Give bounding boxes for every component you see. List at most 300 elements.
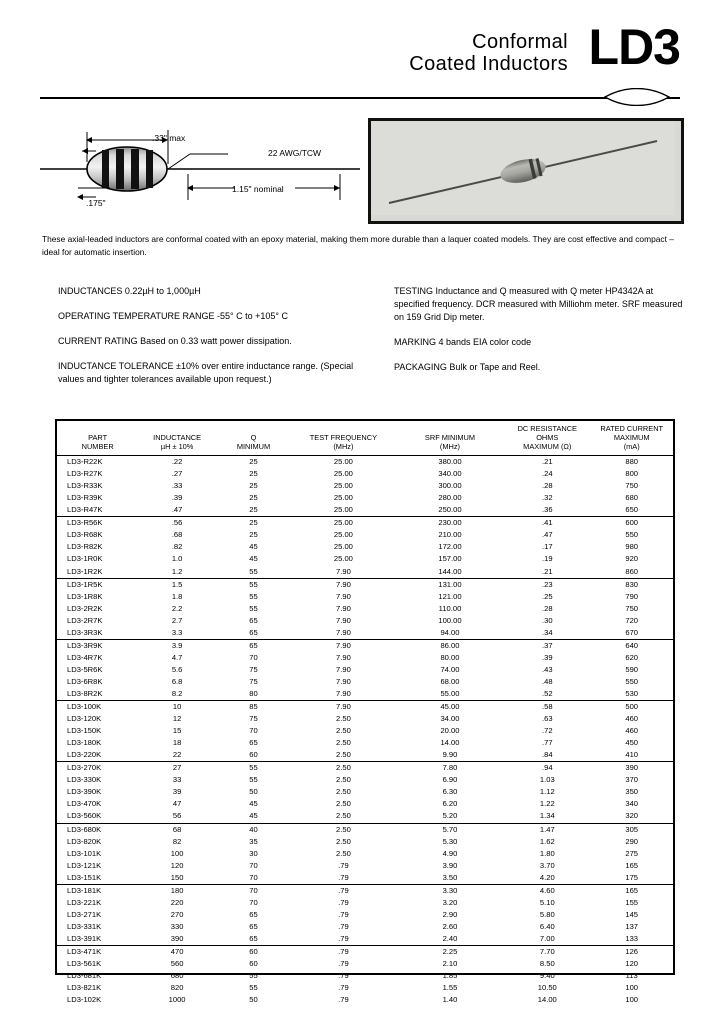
cell-pn: LD3-221K bbox=[67, 897, 102, 907]
cell-ind: 100 bbox=[170, 848, 184, 858]
table-header-cell-3: TEST FREQUENCY (MHz) bbox=[291, 421, 396, 456]
cell-srf: 300.00 bbox=[438, 481, 462, 491]
spec-operating-temperature-term: OPERATING TEMPERATURE RANGE bbox=[58, 311, 215, 322]
cell-dcr: 1.80 bbox=[539, 848, 555, 858]
cell-srf: 80.00 bbox=[440, 652, 460, 662]
cell-q: 65 bbox=[249, 615, 258, 625]
cell-pn: LD3-102K bbox=[67, 995, 102, 1005]
cell-cur: 100 bbox=[625, 995, 639, 1005]
cell-tf: 2.50 bbox=[336, 848, 351, 858]
table-row bbox=[57, 676, 673, 688]
cell-tf: 2.50 bbox=[291, 749, 396, 762]
cell-ind: 270 bbox=[170, 909, 184, 919]
table-row bbox=[57, 553, 673, 565]
cell-dcr: .23 bbox=[542, 579, 553, 589]
cell-cur: 750 bbox=[625, 603, 639, 613]
cell-pn: LD3-R27K bbox=[67, 469, 103, 479]
cell-tf: .79 bbox=[338, 860, 349, 870]
cell-dcr: 1.03 bbox=[539, 775, 555, 785]
table-row bbox=[57, 749, 673, 762]
cell-pn: LD3-820K bbox=[67, 836, 102, 846]
table-row bbox=[57, 615, 673, 627]
cell-pn: LD3-151K bbox=[57, 872, 138, 885]
dimension-label-lead-length: 1.15" nominal bbox=[232, 184, 284, 194]
cell-tf: 2.50 bbox=[336, 726, 351, 736]
cell-q: 25 bbox=[249, 530, 258, 540]
cell-dcr: .37 bbox=[542, 640, 553, 650]
table-row bbox=[57, 958, 673, 970]
cell-cur: 600 bbox=[625, 518, 639, 528]
cell-dcr: .28 bbox=[542, 603, 553, 613]
cell-srf: 144.00 bbox=[396, 566, 504, 579]
cell-cur: 650 bbox=[590, 504, 673, 517]
cell-tf: 25.00 bbox=[333, 457, 353, 467]
table-row bbox=[57, 713, 673, 725]
cell-tf: .79 bbox=[338, 897, 349, 907]
cell-tf: 2.50 bbox=[336, 787, 351, 797]
cell-tf: .79 bbox=[338, 921, 349, 931]
cell-q: 50 bbox=[249, 787, 258, 797]
specifications-left-column bbox=[58, 285, 378, 398]
cell-ind: 2.7 bbox=[171, 615, 183, 625]
cell-tf: .79 bbox=[338, 959, 349, 969]
table-row bbox=[57, 823, 673, 836]
cell-q: 30 bbox=[249, 848, 258, 858]
table-header-row bbox=[57, 421, 673, 456]
header-divider-rule bbox=[40, 97, 680, 99]
table-row bbox=[57, 456, 673, 469]
cell-srf: 4.90 bbox=[442, 848, 458, 858]
cell-tf: 25.00 bbox=[333, 554, 353, 564]
cell-q: 70 bbox=[249, 897, 258, 907]
table-row bbox=[57, 810, 673, 823]
cell-dcr: .94 bbox=[542, 763, 553, 773]
cell-dcr: .28 bbox=[542, 481, 553, 491]
cell-pn: LD3-390K bbox=[67, 787, 102, 797]
table-row bbox=[57, 504, 673, 517]
cell-pn: LD3-1R0K bbox=[67, 554, 103, 564]
cell-tf: 2.50 bbox=[336, 763, 351, 773]
table-row bbox=[57, 872, 673, 885]
spec-marking-value: 4 bands EIA color code bbox=[436, 337, 532, 348]
cell-dcr: .21 bbox=[504, 566, 590, 579]
cell-cur: 165 bbox=[625, 885, 639, 895]
header-title-block bbox=[409, 32, 568, 75]
cell-q: 45 bbox=[249, 554, 258, 564]
cell-ind: 5.6 bbox=[171, 664, 183, 674]
cell-cur: 640 bbox=[625, 640, 639, 650]
cell-q: 25 bbox=[249, 493, 258, 503]
cell-ind: 8.2 bbox=[138, 688, 216, 701]
table-row bbox=[57, 994, 673, 1006]
cell-ind: 1.5 bbox=[171, 579, 183, 589]
cell-pn: LD3-470K bbox=[67, 799, 102, 809]
spec-inductance-tolerance-term: INDUCTANCE TOLERANCE bbox=[58, 361, 174, 372]
spec-testing-term: TESTING bbox=[394, 286, 434, 296]
cell-srf: 55.00 bbox=[396, 688, 504, 701]
cell-dcr: 7.70 bbox=[539, 946, 555, 956]
cell-srf: 1.55 bbox=[442, 983, 458, 993]
spec-packaging-term: PACKAGING bbox=[394, 362, 447, 373]
cell-dcr: 5.10 bbox=[539, 897, 555, 907]
spec-marking bbox=[394, 336, 684, 349]
cell-q: 55 bbox=[216, 566, 291, 579]
cell-cur: 450 bbox=[625, 738, 639, 748]
spec-inductances-term: INDUCTANCES bbox=[58, 286, 123, 296]
product-family-logo: LD3 bbox=[588, 19, 680, 75]
cell-cur: 550 bbox=[625, 530, 639, 540]
cell-srf: 100.00 bbox=[438, 615, 462, 625]
cell-q: 65 bbox=[249, 909, 258, 919]
cell-cur: 275 bbox=[625, 848, 639, 858]
table-row bbox=[57, 591, 673, 603]
cell-cur: 500 bbox=[625, 702, 639, 712]
cell-q: 25 bbox=[249, 457, 258, 467]
cell-cur: 880 bbox=[625, 457, 639, 467]
spec-testing bbox=[394, 285, 684, 324]
cell-ind: 4.7 bbox=[171, 652, 183, 662]
cell-dcr: .43 bbox=[542, 664, 553, 674]
cell-pn: LD3-R33K bbox=[67, 481, 103, 491]
table-row bbox=[57, 652, 673, 664]
cell-q: 85 bbox=[249, 702, 258, 712]
cell-pn: LD3-471K bbox=[67, 946, 102, 956]
cell-q: 25 bbox=[216, 504, 291, 517]
cell-srf: 9.90 bbox=[396, 749, 504, 762]
cell-pn: LD3-150K bbox=[67, 726, 102, 736]
cell-cur: 290 bbox=[625, 836, 639, 846]
table-row bbox=[57, 909, 673, 921]
cell-dcr: .36 bbox=[504, 504, 590, 517]
cell-ind: 150 bbox=[138, 872, 216, 885]
cell-srf: 1.85 bbox=[442, 971, 458, 981]
table-row bbox=[57, 725, 673, 737]
cell-tf: .79 bbox=[338, 885, 349, 895]
cell-cur: 305 bbox=[625, 824, 639, 834]
cell-ind: 39 bbox=[172, 787, 182, 797]
cell-tf: 25.00 bbox=[333, 469, 353, 479]
cell-tf: 7.90 bbox=[336, 603, 351, 613]
spec-marking-term: MARKING bbox=[394, 337, 437, 348]
cell-cur: 460 bbox=[625, 714, 639, 724]
cell-tf: 7.90 bbox=[291, 688, 396, 701]
table-row bbox=[57, 945, 673, 958]
table-row bbox=[57, 884, 673, 897]
cell-dcr: 1.47 bbox=[539, 824, 555, 834]
cell-q: 65 bbox=[249, 640, 258, 650]
cell-pn: LD3-561K bbox=[67, 959, 102, 969]
cell-pn: LD3-R47K bbox=[57, 504, 138, 517]
table-row bbox=[57, 737, 673, 749]
cell-ind: 180 bbox=[170, 885, 184, 895]
cell-q: 55 bbox=[249, 603, 258, 613]
cell-tf: 25.00 bbox=[291, 504, 396, 517]
cell-srf: 172.00 bbox=[438, 542, 462, 552]
cell-tf: 7.90 bbox=[336, 615, 351, 625]
cell-q: 45 bbox=[249, 542, 258, 552]
cell-q: 35 bbox=[249, 836, 258, 846]
table-row bbox=[57, 541, 673, 553]
cell-pn: LD3-271K bbox=[67, 909, 102, 919]
cell-cur: 390 bbox=[625, 763, 639, 773]
cell-pn: LD3-560K bbox=[57, 810, 138, 823]
spec-testing-value: Inductance and Q measured with Q meter HP4342A at specified frequency. DCR measured with Milliohm meter. SRF measured on 159 Grid Dip meter. bbox=[394, 286, 683, 323]
cell-q: 25 bbox=[249, 518, 258, 528]
cell-ind: .56 bbox=[171, 518, 183, 528]
cell-cur: 590 bbox=[625, 664, 639, 674]
cell-pn: LD3-181K bbox=[67, 885, 102, 895]
cell-q: 70 bbox=[249, 885, 258, 895]
cell-srf: 68.00 bbox=[440, 676, 460, 686]
table-row bbox=[57, 517, 673, 530]
cell-srf: 230.00 bbox=[438, 518, 462, 528]
cell-srf: 45.00 bbox=[440, 702, 460, 712]
cell-srf: 5.70 bbox=[442, 824, 458, 834]
cell-cur: 120 bbox=[625, 959, 639, 969]
cell-q: 45 bbox=[216, 810, 291, 823]
cell-tf: 2.50 bbox=[336, 775, 351, 785]
cell-tf: 2.50 bbox=[336, 836, 351, 846]
cell-q: 45 bbox=[249, 799, 258, 809]
cell-ind: 680 bbox=[170, 971, 184, 981]
spec-operating-temperature bbox=[58, 310, 378, 323]
table-row bbox=[57, 798, 673, 810]
cell-cur: 410 bbox=[590, 749, 673, 762]
cell-srf: 380.00 bbox=[438, 457, 462, 467]
cell-dcr: .72 bbox=[542, 726, 553, 736]
cell-dcr: 1.12 bbox=[539, 787, 555, 797]
cell-cur: 165 bbox=[625, 860, 639, 870]
cell-pn: LD3-100K bbox=[67, 702, 102, 712]
cell-pn: LD3-220K bbox=[57, 749, 138, 762]
cell-ind: .27 bbox=[171, 469, 183, 479]
cell-srf: 7.80 bbox=[442, 763, 458, 773]
product-photo bbox=[368, 118, 684, 224]
cell-pn: LD3-1R5K bbox=[67, 579, 103, 589]
cell-tf: 7.90 bbox=[336, 676, 351, 686]
table-header-cell-2: Q MINIMUM bbox=[216, 421, 291, 456]
cell-tf: 2.50 bbox=[336, 714, 351, 724]
table-row bbox=[57, 627, 673, 640]
cell-dcr: .19 bbox=[542, 554, 553, 564]
cell-srf: 3.20 bbox=[442, 897, 458, 907]
spec-inductances-value: 0.22µH to 1,000µH bbox=[122, 286, 201, 296]
lens-shape-icon bbox=[604, 88, 670, 106]
table-row bbox=[57, 848, 673, 860]
cell-pn: LD3-681K bbox=[67, 971, 102, 981]
cell-cur: 980 bbox=[625, 542, 639, 552]
cell-tf: 7.90 bbox=[336, 702, 351, 712]
cell-srf: 2.25 bbox=[442, 946, 458, 956]
cell-ind: .39 bbox=[171, 493, 183, 503]
cell-ind: 22 bbox=[138, 749, 216, 762]
cell-dcr: 8.50 bbox=[539, 959, 555, 969]
cell-pn: LD3-R82K bbox=[67, 542, 103, 552]
cell-ind: 560 bbox=[170, 959, 184, 969]
cell-q: 55 bbox=[249, 579, 258, 589]
specifications-right-column bbox=[394, 285, 684, 386]
cell-srf: 6.20 bbox=[442, 799, 458, 809]
dimension-label-diameter: .175" bbox=[86, 198, 106, 208]
cell-tf: .79 bbox=[291, 933, 396, 946]
cell-tf: 7.90 bbox=[336, 591, 351, 601]
cell-srf: 6.30 bbox=[442, 787, 458, 797]
table-row bbox=[57, 566, 673, 579]
cell-srf: 94.00 bbox=[396, 627, 504, 640]
cell-dcr: 6.40 bbox=[539, 921, 555, 931]
cell-cur: 100 bbox=[625, 983, 639, 993]
cell-ind: 6.8 bbox=[171, 676, 183, 686]
cell-q: 65 bbox=[249, 738, 258, 748]
cell-srf: 340.00 bbox=[438, 469, 462, 479]
cell-pn: LD3-680K bbox=[67, 824, 102, 834]
cell-dcr: .32 bbox=[542, 493, 553, 503]
cell-cur: 860 bbox=[590, 566, 673, 579]
cell-pn: LD3-330K bbox=[67, 775, 102, 785]
cell-tf: 2.50 bbox=[336, 799, 351, 809]
cell-tf: 25.00 bbox=[333, 542, 353, 552]
table-row bbox=[57, 933, 673, 946]
cell-tf: .79 bbox=[338, 971, 349, 981]
cell-q: 40 bbox=[249, 824, 258, 834]
spec-packaging-value: Bulk or Tape and Reel. bbox=[446, 362, 541, 373]
table-header-cell-6: RATED CURRENT MAXIMUM (mA) bbox=[590, 421, 673, 456]
table-row bbox=[57, 701, 673, 714]
cell-cur: 370 bbox=[625, 775, 639, 785]
dimension-label-length: .33" max bbox=[152, 133, 186, 143]
table-row bbox=[57, 578, 673, 591]
cell-dcr: .25 bbox=[542, 591, 553, 601]
cell-dcr: .58 bbox=[542, 702, 553, 712]
cell-q: 70 bbox=[216, 872, 291, 885]
cell-srf: 280.00 bbox=[438, 493, 462, 503]
cell-dcr: .21 bbox=[542, 457, 553, 467]
cell-ind: 33 bbox=[172, 775, 182, 785]
cell-cur: 320 bbox=[590, 810, 673, 823]
cell-tf: 7.90 bbox=[336, 579, 351, 589]
cell-ind: 3.9 bbox=[171, 640, 183, 650]
cell-dcr: 3.70 bbox=[539, 860, 555, 870]
cell-cur: 113 bbox=[625, 971, 638, 981]
cell-ind: 18 bbox=[172, 738, 182, 748]
cell-cur: 920 bbox=[625, 554, 639, 564]
cell-q: 50 bbox=[249, 995, 258, 1005]
cell-pn: LD3-1R2K bbox=[57, 566, 138, 579]
cell-ind: 390 bbox=[138, 933, 216, 946]
spec-current-rating-value: Based on 0.33 watt power dissipation. bbox=[137, 336, 292, 347]
cell-dcr: .34 bbox=[504, 627, 590, 640]
spec-inductances bbox=[58, 285, 378, 298]
cell-cur: 800 bbox=[625, 469, 639, 479]
cell-srf: 5.20 bbox=[396, 810, 504, 823]
cell-srf: 250.00 bbox=[396, 504, 504, 517]
cell-pn: LD3-391K bbox=[57, 933, 138, 946]
cell-ind: .47 bbox=[138, 504, 216, 517]
cell-dcr: .47 bbox=[542, 530, 553, 540]
cell-ind: .82 bbox=[171, 542, 183, 552]
cell-dcr: .24 bbox=[542, 469, 553, 479]
cell-pn: LD3-R39K bbox=[67, 493, 103, 503]
cell-ind: 820 bbox=[170, 983, 184, 993]
cell-tf: 25.00 bbox=[333, 481, 353, 491]
cell-dcr: .52 bbox=[504, 688, 590, 701]
table-row bbox=[57, 774, 673, 786]
cell-dcr: .41 bbox=[542, 518, 553, 528]
cell-tf: 2.50 bbox=[336, 824, 351, 834]
cell-tf: .79 bbox=[338, 983, 349, 993]
page-header bbox=[40, 19, 680, 110]
cell-ind: 2.2 bbox=[171, 603, 183, 613]
cell-cur: 750 bbox=[625, 481, 639, 491]
table-row bbox=[57, 836, 673, 848]
cell-pn: LD3-101K bbox=[67, 848, 102, 858]
cell-pn: LD3-8R2K bbox=[57, 688, 138, 701]
cell-pn: LD3-6R8K bbox=[67, 676, 103, 686]
spec-operating-temperature-value: -55° C to +105° C bbox=[214, 311, 289, 322]
cell-srf: 2.10 bbox=[442, 959, 458, 969]
cell-dcr: 14.00 bbox=[537, 995, 557, 1005]
table-row bbox=[57, 786, 673, 798]
spec-current-rating-term: CURRENT RATING bbox=[58, 336, 138, 347]
cell-tf: 7.90 bbox=[291, 627, 396, 640]
cell-ind: 1.8 bbox=[171, 591, 183, 601]
cell-dcr: .84 bbox=[504, 749, 590, 762]
cell-pn: LD3-2R2K bbox=[67, 603, 103, 613]
table-row bbox=[57, 897, 673, 909]
cell-q: 25 bbox=[249, 481, 258, 491]
cell-cur: 133 bbox=[590, 933, 673, 946]
cell-q: 55 bbox=[249, 971, 258, 981]
cell-cur: 460 bbox=[625, 726, 639, 736]
table-row bbox=[57, 860, 673, 872]
cell-srf: 121.00 bbox=[438, 591, 462, 601]
spec-current-rating bbox=[58, 335, 378, 348]
part-selection-table bbox=[55, 419, 675, 1005]
cell-q: 70 bbox=[249, 726, 258, 736]
cell-q: 55 bbox=[249, 983, 258, 993]
cell-cur: 340 bbox=[625, 799, 639, 809]
table-row bbox=[57, 970, 673, 982]
dimension-label-wire-gauge: 22 AWG/TCW bbox=[268, 148, 322, 158]
cell-q: 65 bbox=[249, 921, 258, 931]
page-title-line2: Coated Inductors bbox=[409, 53, 568, 76]
cell-cur: 670 bbox=[590, 627, 673, 640]
cell-ind: 82 bbox=[172, 836, 182, 846]
cell-dcr: 4.60 bbox=[539, 885, 555, 895]
page-title-line1: Conformal bbox=[472, 31, 568, 53]
cell-cur: 175 bbox=[590, 872, 673, 885]
cell-pn: LD3-5R6K bbox=[67, 664, 103, 674]
table-row bbox=[57, 664, 673, 676]
cell-ind: .22 bbox=[171, 457, 183, 467]
spec-packaging bbox=[394, 361, 684, 374]
cell-ind: 12 bbox=[172, 714, 182, 724]
cell-tf: 7.90 bbox=[336, 640, 351, 650]
cell-srf: 2.60 bbox=[442, 921, 458, 931]
cell-srf: 20.00 bbox=[440, 726, 460, 736]
table-row bbox=[57, 688, 673, 701]
cell-ind: 330 bbox=[170, 921, 184, 931]
cell-tf: .79 bbox=[338, 995, 349, 1005]
cell-srf: 74.00 bbox=[440, 664, 460, 674]
cell-srf: 6.90 bbox=[442, 775, 458, 785]
cell-cur: 680 bbox=[625, 493, 639, 503]
cell-cur: 550 bbox=[625, 676, 639, 686]
cell-q: 25 bbox=[249, 469, 258, 479]
cell-dcr: 10.50 bbox=[537, 983, 557, 993]
table-header-cell-5: DC RESISTANCE OHMS MAXIMUM (Ω) bbox=[504, 421, 590, 456]
cell-ind: 3.3 bbox=[138, 627, 216, 640]
